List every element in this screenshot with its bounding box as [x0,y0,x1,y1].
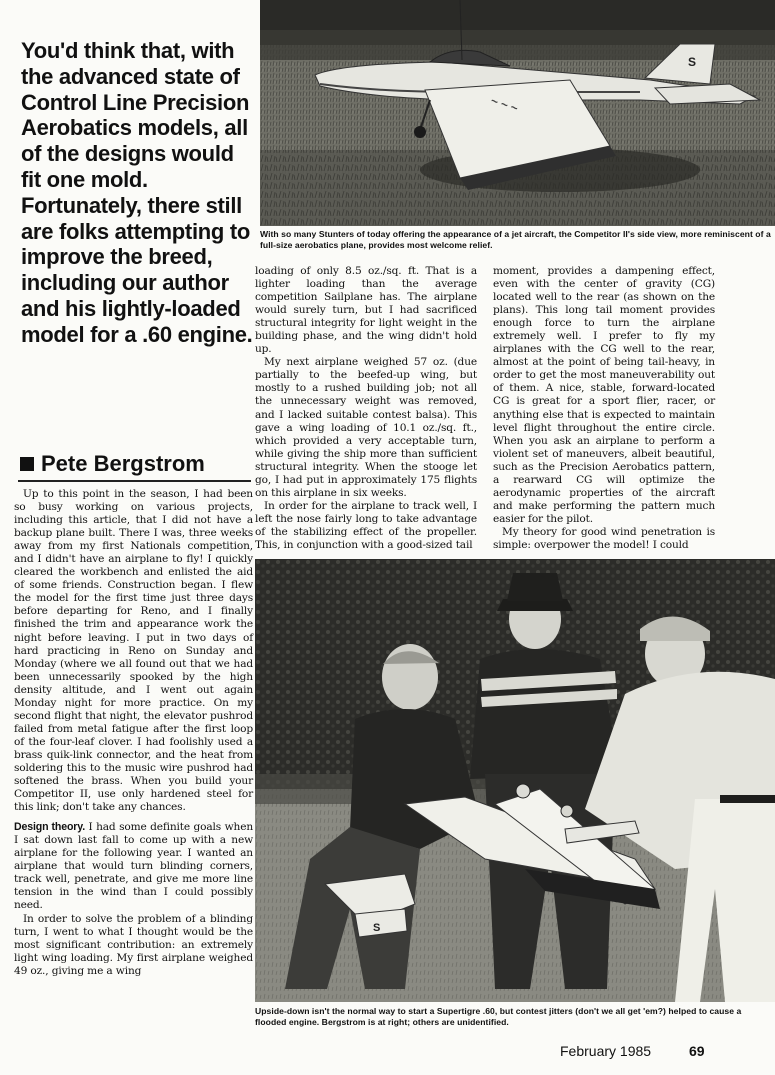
body-column-3 [493,265,715,552]
page-number: 69 [689,1043,705,1059]
men-starting-model-image [255,559,775,1002]
paragraph: Up to this point in the season, I had been so busy working on various projects, including this article, that I did not have a backup plane built. There I was, three weeks away from my first Nationals competition, and I didn't have an airplane to fly! I quickly cleared the workbench and enlisted the aid of some friends. Construction began. I flew the model for the first time just three days before departing for Reno, and I finally finished the trim and appearance work the night before leaving. I put in two days of hard practicing in Reno on Sunday and Monday (where we all found out that we had been unnecessarily spooked by the high density altitude, and I went out again Monday night for more practice. On my second flight that night, the elevator pushrod failed from metal fatigue after the first loop of the four-leaf clover. I had foolishly used a brass quik-link connector, and the heat from soldering this to the music wire pushrod had softened the brass. When you build your Competitor II, use only hardened steel for this link; don't take any chances. [14,488,253,814]
subhead-design-theory: Design theory. [14,821,85,834]
model-airplane-on-grass-image [260,0,775,226]
article-headline: You'd think that, with the advanced state of Control Line Precision Aerobatics models, all of the designs would fit one mold. Fortunately, there still are folks attempting to improve the breed, including our author and his lightly-loaded model for a .60 engine. [21,38,253,347]
body-column-1 [14,488,253,978]
paragraph: My next airplane weighed 57 oz. (due partially to the beefed-up wing, but mostly to a rushed building job; not all the unnecessary weight was removed, and I lacked suitable contest balsa). This gave a wing loading of 10.1 oz./sq. ft., which provided a very acceptable turn, while giving the ship more than sufficient structural integrity. When the stooge let go, I had put in approximately 175 flights on this airplane in six weeks. [255,356,477,499]
paragraph [14,821,253,912]
paragraph-text: I had some definite goals when I sat down last fall to come up with a new airplane for the following year. I wanted an airplane that would turn blinding corners, track well, penetrate, and give me more line tension in the wind than I could possibly need. [14,821,253,912]
paragraph: loading of only 8.5 oz./sq. ft. That is a lighter loading than the average competition Sailplane has. The airplane would surely turn, but I had sacrificed structural integrity for light weight in the building phase, and the wing didn't hold up. [255,265,477,356]
bottom-tail-letter: S [373,922,381,934]
body-column-2 [255,265,477,552]
paragraph: In order for the airplane to track well, I left the nose fairly long to take advantage of the stabilizing effect of the propeller. This, in conjunction with a good-sized tail [255,499,477,551]
top-photo-caption: With so many Stunters of today offering the appearance of a jet aircraft, the Competitor II's side view, more reminiscent of a full-size aerobatics plane, provides most welcome relief. [260,229,771,250]
author-name: Pete Bergstrom [41,451,205,476]
author-byline [20,450,256,478]
byline-rule [18,480,251,482]
top-photo [260,0,775,226]
issue-date: February 1985 [560,1043,652,1059]
paragraph: My theory for good wind penetration is simple: overpower the model! I could [493,525,715,551]
paragraph: moment, provides a dampening effect, even with the center of gravity (CG) located well to the rear (as shown on the plans). This long tail moment provides enough force to turn the airplane extremely well. I prefer to fly my airplanes with the CG well to the rear, almost at the point of being tail-heavy, in order to get the most maneuverability out of them. A nice, stable, forward-located CG is great for a sport flier, racer, or anything else that is expected to maintain level flight throughout the entire circle. When you ask an airplane to perform a violent set of maneuvers, albeit beautiful, such as the Precision Aerobatics pattern, a rearward CG will optimize the aerodynamic properties of the aircraft and make performing the pattern much easier for the pilot. [493,265,715,525]
wing-decal-mark: ~ ~ ~ [489,93,520,116]
bottom-photo [255,559,775,1002]
bottom-photo-caption: Upside-down isn't the normal way to start a Supertigre .60, but contest jitters (don't we all get 'em?) helped to cause a flooded engine. Bergstrom is at right; others are unidentified. [255,1006,742,1027]
top-tail-letter: S [688,55,697,69]
byline-square-icon [20,457,34,471]
paragraph: In order to solve the problem of a blinding turn, I went to what I thought would be the most significant contribution: an extremely light wing loading. My first airplane weighed 49 oz., giving me a wing [14,912,253,977]
